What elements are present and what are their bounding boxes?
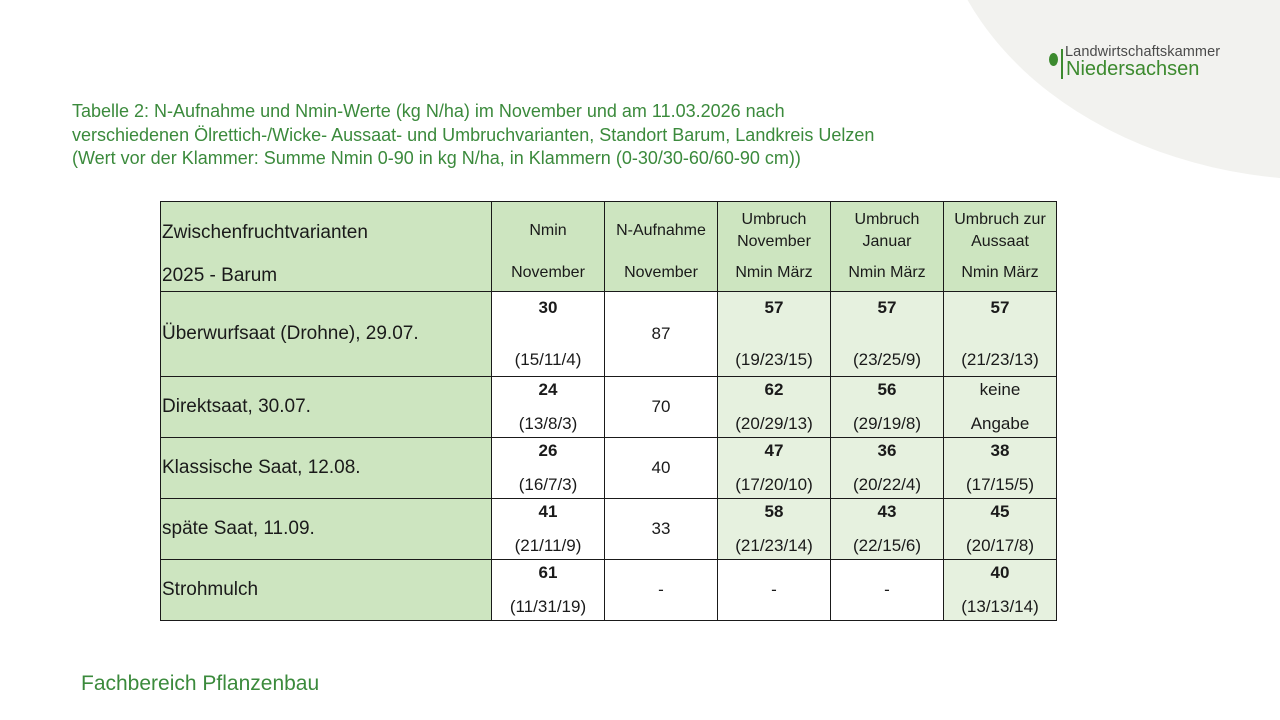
cell-umbruch-november bbox=[718, 438, 831, 499]
header-nmin bbox=[492, 202, 605, 292]
cell-detail: (16/7/3) bbox=[518, 475, 578, 494]
cell-detail: (29/19/8) bbox=[852, 414, 922, 433]
cell-value: 30 bbox=[538, 298, 558, 317]
cell-value: 24 bbox=[538, 380, 558, 399]
cell-detail: (13/8/3) bbox=[518, 414, 578, 433]
header-col-top: Nmin bbox=[529, 222, 567, 239]
header-umbruch-januar bbox=[831, 202, 944, 292]
table-row bbox=[161, 560, 1057, 621]
cell-nmin bbox=[492, 499, 605, 560]
results-table bbox=[160, 201, 1057, 621]
cell-umbruch-november bbox=[718, 499, 831, 560]
row-label: Überwurfsaat (Drohne), 29.07. bbox=[161, 292, 492, 377]
row-label: Strohmulch bbox=[161, 560, 492, 621]
header-col-bottom: November bbox=[624, 264, 698, 281]
header-col-bottom: Nmin März bbox=[735, 264, 813, 281]
cell-value: 47 bbox=[764, 441, 784, 460]
cell-aufnahme: 33 bbox=[605, 499, 718, 560]
cell-value: 36 bbox=[877, 441, 897, 460]
cell-detail: (17/15/5) bbox=[965, 475, 1035, 494]
footer-department: Fachbereich Pflanzenbau bbox=[81, 672, 320, 695]
cell-detail: (23/25/9) bbox=[852, 350, 922, 369]
logo bbox=[1049, 45, 1249, 85]
cell-umbruch-november bbox=[718, 377, 831, 438]
cell-umbruch-januar bbox=[831, 438, 944, 499]
cell-nmin bbox=[492, 292, 605, 377]
logo-line1: Landwirtschaftskammer bbox=[1065, 44, 1221, 60]
cell-umbruch-januar: - bbox=[831, 560, 944, 621]
cell-detail: (20/17/8) bbox=[965, 536, 1035, 555]
header-col-bottom: November bbox=[511, 264, 585, 281]
cell-detail: (21/23/13) bbox=[961, 350, 1039, 369]
header-col-bottom: Nmin März bbox=[961, 264, 1039, 281]
cell-umbruch-aussaat bbox=[944, 560, 1057, 621]
header-aufnahme bbox=[605, 202, 718, 292]
cell-umbruch-aussaat bbox=[944, 292, 1057, 377]
cell-value: 26 bbox=[538, 441, 558, 460]
table-row bbox=[161, 438, 1057, 499]
cell-detail: Angabe bbox=[970, 414, 1030, 433]
cell-aufnahme: 40 bbox=[605, 438, 718, 499]
cell-umbruch-aussaat bbox=[944, 438, 1057, 499]
header-col-top: N-Aufnahme bbox=[616, 222, 706, 239]
header-col-bottom: Nmin März bbox=[848, 264, 926, 281]
header-umbruch-november bbox=[718, 202, 831, 292]
header-variants bbox=[161, 202, 492, 292]
logo-bar-icon bbox=[1061, 49, 1063, 79]
cell-detail: (22/15/6) bbox=[852, 536, 922, 555]
cell-nmin bbox=[492, 560, 605, 621]
cell-detail: (21/23/14) bbox=[735, 536, 813, 555]
cell-value: 62 bbox=[764, 380, 784, 399]
cell-umbruch-aussaat bbox=[944, 499, 1057, 560]
row-label: späte Saat, 11.09. bbox=[161, 499, 492, 560]
cell-aufnahme: 70 bbox=[605, 377, 718, 438]
header-col-top: Umbruch zur Aussaat bbox=[954, 211, 1046, 250]
cell-nmin bbox=[492, 377, 605, 438]
table-row bbox=[161, 292, 1057, 377]
cell-umbruch-januar bbox=[831, 499, 944, 560]
cell-value: 41 bbox=[538, 502, 558, 521]
caption-line-1: Tabelle 2: N-Aufnahme und Nmin-Werte (kg N/ha) im November und am 11.03.2026 nach bbox=[72, 101, 785, 121]
cell-value: 58 bbox=[764, 502, 784, 521]
cell-detail: (20/22/4) bbox=[852, 475, 922, 494]
row-label: Klassische Saat, 12.08. bbox=[161, 438, 492, 499]
caption-line-3: (Wert vor der Klammer: Summe Nmin 0-90 in kg N/ha, in Klammern (0-30/30-60/60-90 cm)) bbox=[72, 148, 801, 168]
cell-detail: (13/13/14) bbox=[961, 597, 1039, 616]
header-col-top: Umbruch November bbox=[737, 211, 811, 250]
cell-detail: (15/11/4) bbox=[514, 350, 582, 369]
cell-detail: (17/20/10) bbox=[735, 475, 813, 494]
table-header-row bbox=[161, 202, 1057, 292]
header-col-top: Umbruch Januar bbox=[854, 211, 920, 250]
cell-umbruch-aussaat bbox=[944, 377, 1057, 438]
header-umbruch-aussaat bbox=[944, 202, 1057, 292]
cell-value: 43 bbox=[877, 502, 897, 521]
cell-detail: (21/11/9) bbox=[514, 536, 582, 555]
header-title-bottom: 2025 - Barum bbox=[162, 265, 278, 286]
cell-aufnahme: 87 bbox=[605, 292, 718, 377]
table-row bbox=[161, 377, 1057, 438]
cell-umbruch-november: - bbox=[718, 560, 831, 621]
cell-nmin bbox=[492, 438, 605, 499]
logo-dot-icon bbox=[1049, 53, 1058, 66]
cell-value: 57 bbox=[990, 298, 1010, 317]
cell-value: 56 bbox=[877, 380, 897, 399]
cell-value: keine bbox=[979, 380, 1021, 399]
caption-line-2: verschiedenen Ölrettich-/Wicke- Aussaat- und Umbruchvarianten, Standort Barum, Landkreis Uelzen bbox=[72, 124, 875, 145]
cell-value: 38 bbox=[990, 441, 1010, 460]
cell-value: 40 bbox=[990, 563, 1010, 582]
cell-value: 45 bbox=[990, 502, 1010, 521]
cell-aufnahme: - bbox=[605, 560, 718, 621]
cell-detail: (19/23/15) bbox=[735, 350, 813, 369]
cell-detail: (11/31/19) bbox=[509, 597, 587, 616]
cell-umbruch-januar bbox=[831, 377, 944, 438]
cell-value: 57 bbox=[877, 298, 897, 317]
cell-value: 61 bbox=[538, 563, 558, 582]
cell-umbruch-januar bbox=[831, 292, 944, 377]
table-caption bbox=[72, 100, 1052, 171]
logo-line2: Niedersachsen bbox=[1066, 58, 1200, 80]
cell-umbruch-november bbox=[718, 292, 831, 377]
header-title-top: Zwischenfruchtvarianten bbox=[162, 222, 368, 243]
table-row bbox=[161, 499, 1057, 560]
cell-detail: (20/29/13) bbox=[735, 414, 813, 433]
cell-value: 57 bbox=[764, 298, 784, 317]
row-label: Direktsaat, 30.07. bbox=[161, 377, 492, 438]
